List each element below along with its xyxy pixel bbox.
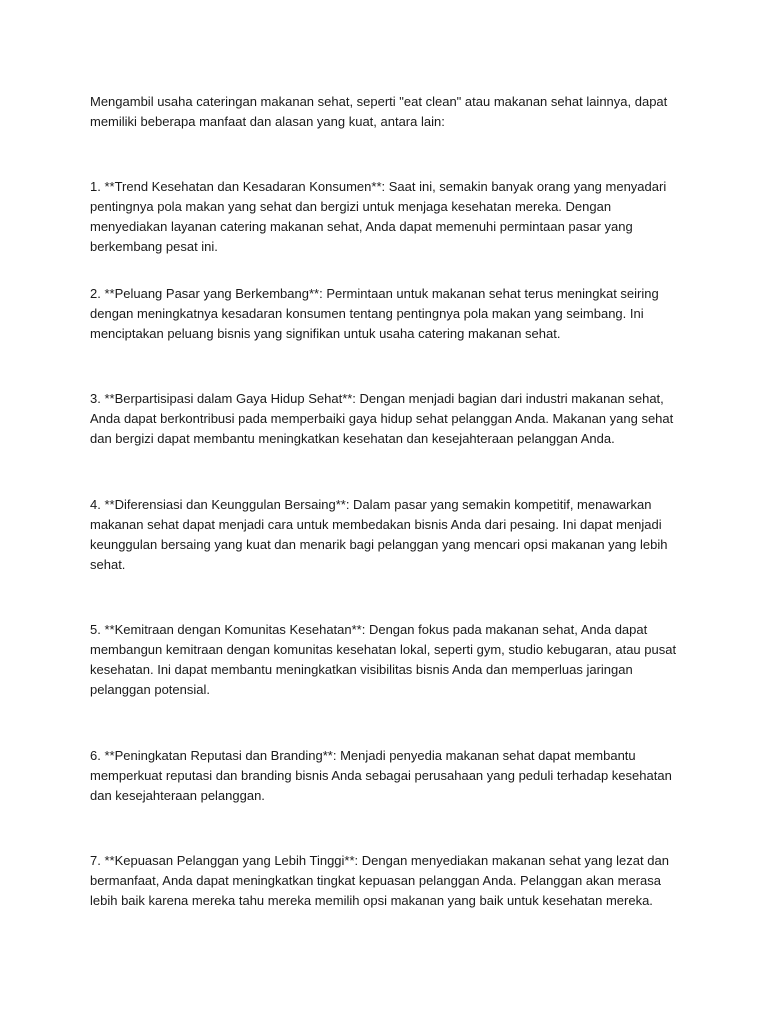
list-item-4: 4. **Diferensiasi dan Keunggulan Bersaing**: Dalam pasar yang semakin kompetitif, menawarkan makanan sehat dapat menjadi cara untuk membedakan bisnis Anda dari pesaing. Ini dapat menjadi keunggulan bersaing yang kuat dan menarik bagi pelanggan yang mencari opsi makanan yang lebih sehat. xyxy=(90,497,668,572)
list-item-2: 2. **Peluang Pasar yang Berkembang**: Permintaan untuk makanan sehat terus meningkat seiring dengan meningkatnya kesadaran konsumen tentang pentingnya pola makan yang seimbang. Ini menciptakan peluang bisnis yang signifikan untuk usaha catering makanan sehat. xyxy=(90,286,659,341)
list-item-3: 3. **Berpartisipasi dalam Gaya Hidup Sehat**: Dengan menjadi bagian dari industri makanan sehat, Anda dapat berkontribusi pada memperbaiki gaya hidup sehat pelanggan Anda. Makanan yang sehat dan bergizi dapat membantu meningkatkan kesehatan dan kesejahteraan pelanggan Anda. xyxy=(90,391,674,446)
list-item-1: 1. **Trend Kesehatan dan Kesadaran Konsumen**: Saat ini, semakin banyak orang yang menyadari pentingnya pola makan yang sehat dan bergizi untuk menjaga kesehatan mereka. Dengan menyediakan layanan catering makanan sehat, Anda dapat memenuhi permintaan pasar yang berkembang pesat ini. xyxy=(90,179,667,254)
list-item-6: 6. **Peningkatan Reputasi dan Branding**: Menjadi penyedia makanan sehat dapat membantu memperkuat reputasi dan branding bisnis Anda sebagai perusahaan yang peduli terhadap kesehatan dan kesejahteraan pelanggan. xyxy=(90,748,672,803)
list-item-5: 5. **Kemitraan dengan Komunitas Kesehatan**: Dengan fokus pada makanan sehat, Anda dapat membangun kemitraan dengan komunitas kesehatan lokal, seperti gym, studio kebugaran, atau pusat kesehatan. Ini dapat membantu meningkatkan visibilitas bisnis Anda dan memperluas jaringan pelanggan potensial. xyxy=(90,622,677,697)
intro-paragraph: Mengambil usaha cateringan makanan sehat, seperti "eat clean" atau makanan sehat lainnya, dapat memiliki beberapa manfaat dan alasan yang kuat, antara lain: xyxy=(90,94,668,129)
list-item-7: 7. **Kepuasan Pelanggan yang Lebih Tinggi**: Dengan menyediakan makanan sehat yang lezat dan bermanfaat, Anda dapat meningkatkan tingkat kepuasan pelanggan Anda. Pelanggan akan merasa lebih baik karena mereka tahu mereka memilih opsi makanan yang baik untuk kesehatan mereka. xyxy=(90,853,669,908)
